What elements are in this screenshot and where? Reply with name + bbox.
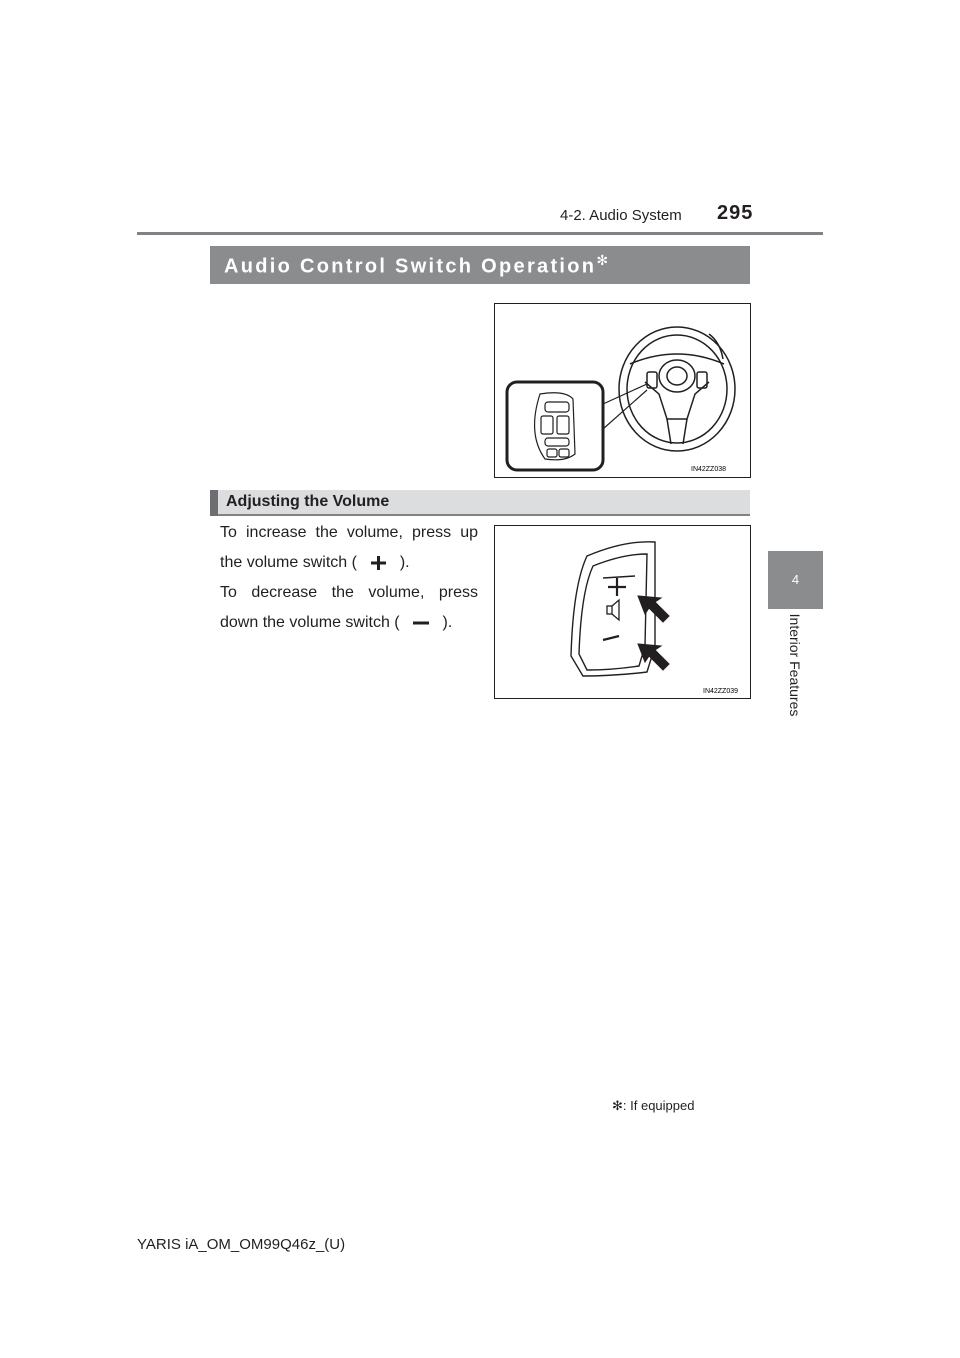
- instruction-line: To increase the volume, press up: [220, 524, 478, 541]
- figure-code-1: IN42ZZ038: [691, 466, 727, 473]
- header-rule: [137, 232, 823, 235]
- steering-wheel-figure: [494, 303, 751, 478]
- volume-switch-figure: [494, 525, 751, 699]
- instruction-line: [220, 608, 478, 638]
- section-title-text: Audio Control Switch Operation: [224, 255, 597, 278]
- footnote-text: : If equipped: [622, 1098, 695, 1113]
- chapter-number: 4: [791, 572, 800, 587]
- instruction-text: the volume switch (: [220, 554, 357, 571]
- instruction-text: ).: [442, 614, 453, 631]
- minus-icon: [404, 616, 438, 630]
- if-equipped-mark: ✻: [596, 252, 609, 268]
- volume-instructions: [220, 518, 478, 638]
- header-section-name: 4-2. Audio System: [560, 207, 682, 224]
- subsection-accent: [210, 490, 218, 516]
- chapter-title: Interior Features: [787, 613, 803, 717]
- section-title: [224, 252, 608, 279]
- instruction-text: ).: [399, 554, 410, 571]
- plus-icon: [361, 556, 395, 570]
- volume-switch-illustration: [495, 526, 750, 698]
- document-id: YARIS iA_OM_OM99Q46z_(U): [137, 1236, 346, 1253]
- footnote-mark: ✻: [612, 1098, 623, 1113]
- instruction-line: To decrease the volume, press: [220, 584, 478, 601]
- steering-wheel-illustration: [495, 304, 750, 477]
- page-number: 295: [717, 202, 754, 224]
- subsection-title: Adjusting the Volume: [226, 493, 390, 510]
- figure-code-2: IN42ZZ039: [703, 688, 739, 695]
- instruction-text: down the volume switch (: [220, 614, 400, 631]
- instruction-line: [220, 548, 478, 578]
- footnote: [612, 1098, 694, 1114]
